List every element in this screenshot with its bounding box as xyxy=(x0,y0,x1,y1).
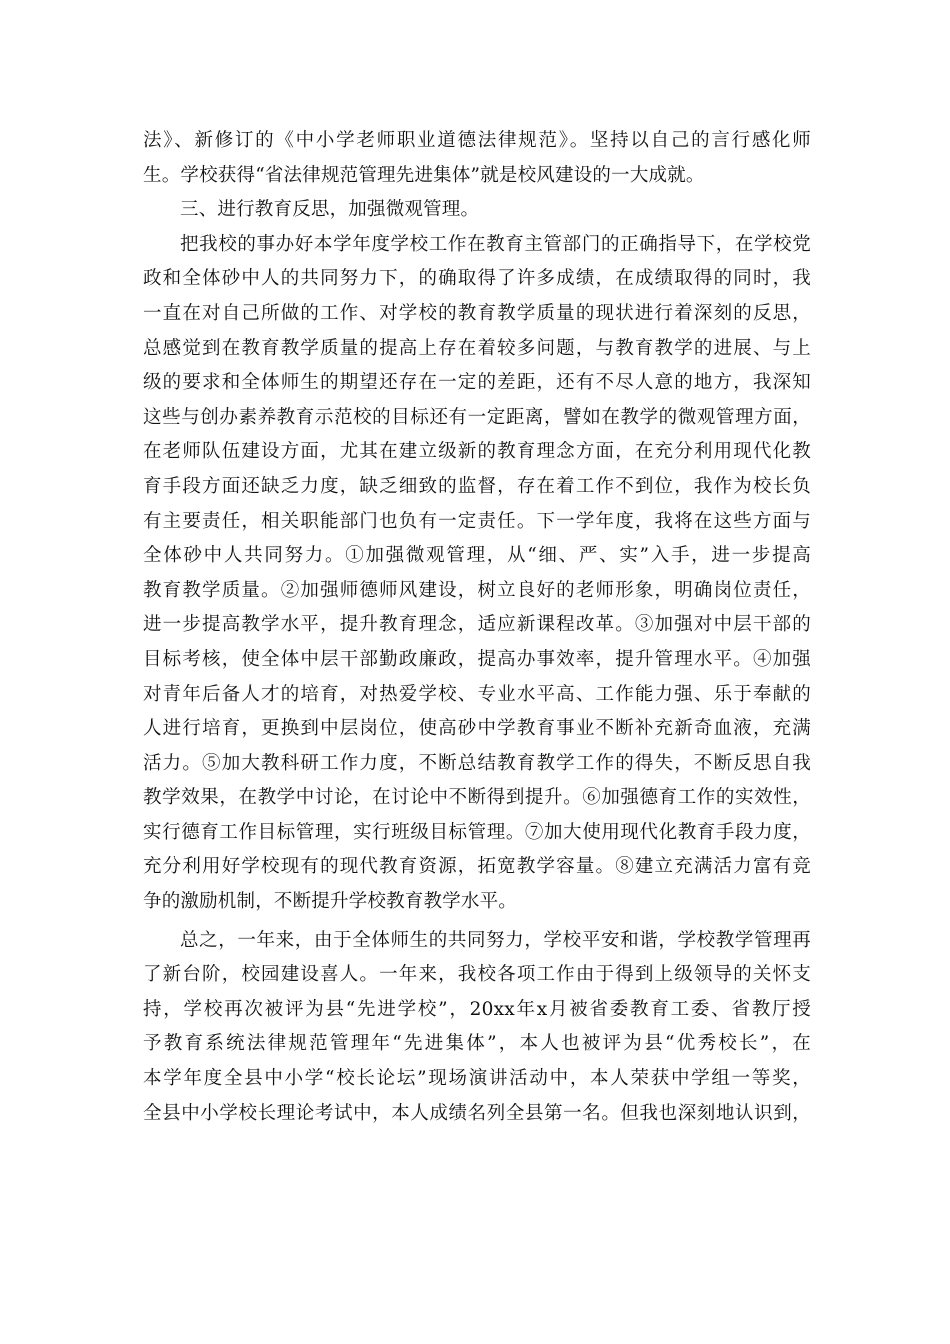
text-line: 总之，一年来，由于全体师生的共同努力，学校平安和谐，学校教学管理再 xyxy=(180,929,811,951)
text-line: 充分利用好学校现有的现代教育资源，拓宽教学容量。⑧建立充满活力富有竞 xyxy=(143,856,811,878)
document-body xyxy=(143,124,811,1131)
section-heading xyxy=(143,193,811,228)
text-line: 生。学校获得“省法律规范管理先进集体”就是校风建设的一大成就。 xyxy=(143,164,705,186)
text-line: 教育教学质量。②加强师德师风建设，树立良好的老师形象，明确岗位责任， xyxy=(143,579,811,601)
text-line: 对青年后备人才的培育，对热爱学校、专业水平高、工作能力强、乐于奉献的 xyxy=(143,683,811,705)
text-line: 全体砂中人共同努力。①加强微观管理，从“细、严、实”入手，进一步提高 xyxy=(143,545,811,567)
text-line: 政和全体砂中人的共同努力下，的确取得了许多成绩，在成绩取得的同时，我 xyxy=(143,268,811,290)
text-line: 级的要求和全体师生的期望还存在一定的差距，还有不尽人意的地方，我深知 xyxy=(143,372,811,394)
paragraph-reflection xyxy=(143,228,811,920)
text-line: 育手段方面还缺乏力度，缺乏细致的监督，存在着工作不到位，我作为校长负 xyxy=(143,475,811,497)
text-line: 了新台阶，校园建设喜人。一年来，我校各项工作由于得到上级领导的关怀支 xyxy=(143,964,811,986)
text-line: 本学年度全县中小学“校长论坛”现场演讲活动中，本人荣获中学组一等奖， xyxy=(143,1068,811,1090)
text-line: 有主要责任，相关职能部门也负有一定责任。下一学年度，我将在这些方面与 xyxy=(143,510,811,532)
text-line: 总感觉到在教育教学质量的提高上存在着较多问题，与教育教学的进展、与上 xyxy=(143,337,811,359)
text-line: 持，学校再次被评为县“先进学校”，20xx年x月被省委教育工委、省教厅授 xyxy=(143,998,811,1020)
text-line: 把我校的事办好本学年度学校工作在教育主管部门的正确指导下，在学校党 xyxy=(180,233,811,255)
text-line: 争的激励机制，不断提升学校教育教学水平。 xyxy=(143,891,518,913)
text-line: 活力。⑤加大教科研工作力度，不断总结教育教学工作的得失，不断反思自我 xyxy=(143,752,811,774)
text-line: 法》、新修订的《中小学老师职业道德法律规范》。坚持以自己的言行感化师 xyxy=(143,130,811,151)
paragraph-summary xyxy=(143,924,811,1132)
text-line: 这些与创办素养教育示范校的目标还有一定距离，譬如在教学的微观管理方面， xyxy=(143,406,811,428)
text-line: 实行德育工作目标管理，实行班级目标管理。⑦加大使用现代化教育手段力度， xyxy=(143,821,811,843)
text-line: 一直在对自己所做的工作、对学校的教育教学质量的现状进行着深刻的反思， xyxy=(143,302,811,324)
text-line: 在老师队伍建设方面，尤其在建立级新的教育理念方面，在充分利用现代化教 xyxy=(143,441,811,463)
text-line: 全县中小学校长理论考试中，本人成绩名列全县第一名。但我也深刻地认识到， xyxy=(143,1102,811,1124)
text-line: 人进行培育，更换到中层岗位，使高砂中学教育事业不断补充新奇血液，充满 xyxy=(143,718,811,740)
paragraph-continuation xyxy=(143,124,811,193)
text-line: 教学效果，在教学中讨论，在讨论中不断得到提升。⑥加强德育工作的实效性， xyxy=(143,787,811,809)
text-line: 予教育系统法律规范管理年“先进集体”，本人也被评为县“优秀校长”，在 xyxy=(143,1033,811,1055)
text-line: 进一步提高教学水平，提升教育理念，适应新课程改革。③加强对中层干部的 xyxy=(143,614,811,636)
section-heading-text: 三、进行教育反思，加强微观管理。 xyxy=(180,199,480,221)
text-line: 目标考核，使全体中层干部勤政廉政，提高办事效率，提升管理水平。④加强 xyxy=(143,648,811,670)
